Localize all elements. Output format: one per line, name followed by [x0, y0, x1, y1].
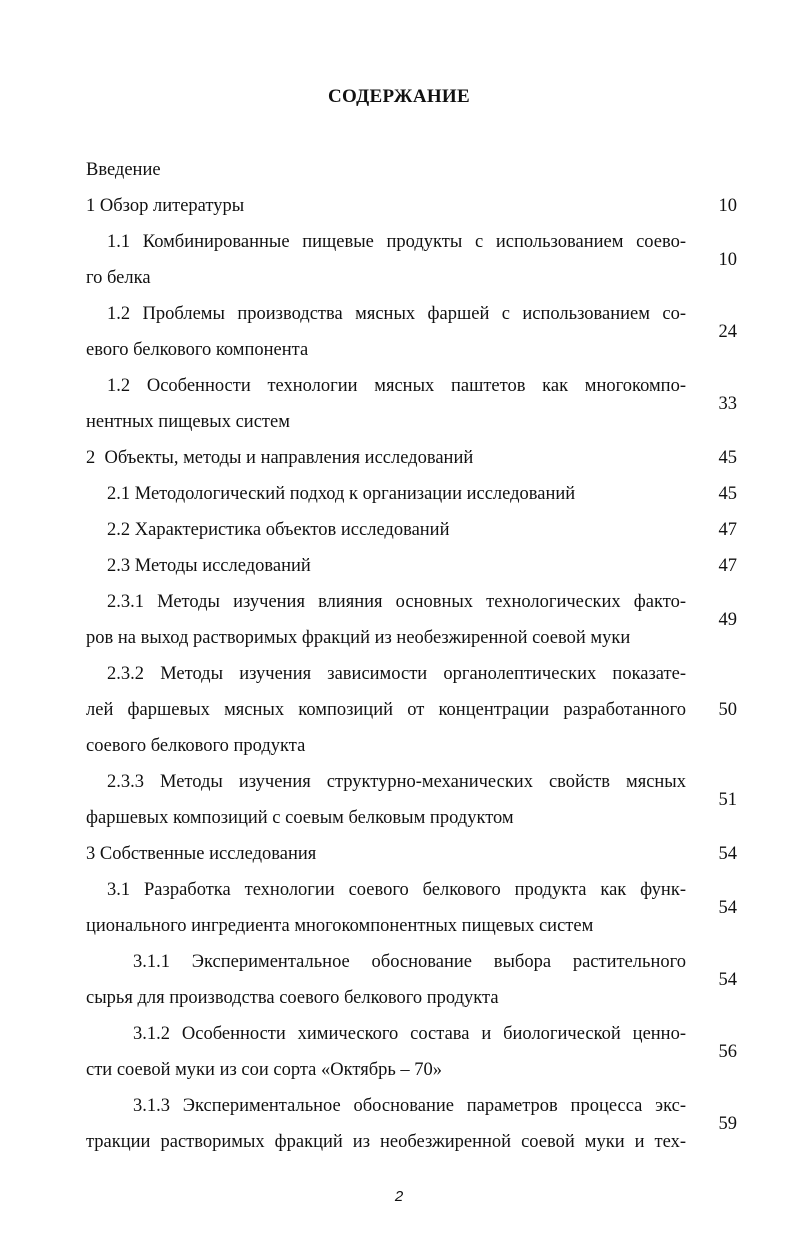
toc-entry-line: 3.1.3 Экспериментальное обоснование параметров процесса экс- [133, 1096, 686, 1116]
toc-entry-line: 1.1 Комбинированные пищевые продукты с использованием соево- [107, 232, 686, 252]
toc-page-number: 49 [718, 609, 737, 630]
toc-page-number: 10 [718, 249, 737, 270]
toc-page-number: 47 [718, 519, 737, 540]
toc-entry-3-1-2 [86, 1016, 741, 1088]
toc-entry-1 [86, 188, 741, 224]
toc-entry-line: го белка [86, 268, 151, 288]
toc-entry-line: ров на выход растворимых фракций из необезжиренной соевой муки [86, 628, 631, 648]
toc-entry-3-1-3 [86, 1088, 741, 1160]
toc-page-number: 45 [718, 483, 737, 504]
toc-entry-line: 2.3.3 Методы изучения структурно-механических свойств мясных [107, 772, 686, 792]
toc-entry-line: 3.1 Разработка технологии соевого белкового продукта как функ- [107, 880, 686, 900]
toc-page-number [687, 152, 737, 188]
toc-page-number: 45 [718, 447, 737, 468]
toc-entry-line: 1.2 Особенности технологии мясных паштетов как многокомпо- [107, 376, 686, 396]
toc-entry-line: нентных пищевых систем [86, 412, 290, 432]
toc-entry-2-3-2 [86, 656, 741, 764]
toc-entry-3-1 [86, 872, 741, 944]
toc-page-number: 33 [718, 393, 737, 414]
toc-page-number: 56 [718, 1041, 737, 1062]
toc-entry-text: 2.3 Методы исследований [107, 556, 311, 576]
toc-entry-line: евого белкового компонента [86, 340, 309, 360]
toc-entry-1-1 [86, 224, 741, 296]
toc-page-number: 47 [718, 555, 737, 576]
toc-entry-line: 2.3.2 Методы изучения зависимости органолептических показате- [107, 664, 686, 684]
toc-entry-3-1-1 [86, 944, 741, 1016]
toc-entry-2-1 [86, 476, 741, 512]
toc-page-number: 10 [718, 195, 737, 216]
toc-entry-line: фаршевых композиций с соевым белковым продуктом [86, 808, 514, 828]
toc-page-number: 24 [718, 321, 737, 342]
toc-entry-2-3-1 [86, 584, 741, 656]
table-of-contents [86, 152, 741, 1160]
page-title: СОДЕРЖАНИЕ [328, 86, 470, 107]
toc-entry-2-3-3 [86, 764, 741, 836]
toc-page-number: 59 [718, 1113, 737, 1134]
toc-page-number: 54 [718, 843, 737, 864]
toc-entry-introduction [86, 152, 741, 188]
toc-entry-line: 1.2 Проблемы производства мясных фаршей с использованием со- [107, 304, 686, 324]
toc-entry-line: лей фаршевых мясных композиций от концентрации разработанного [86, 700, 686, 720]
toc-page-number: 51 [718, 789, 737, 810]
toc-entry-text: 1 Обзор литературы [86, 196, 245, 216]
toc-entry-text: Введение [86, 160, 161, 180]
toc-entry-line: 3.1.1 Экспериментальное обоснование выбора растительного [133, 952, 686, 972]
toc-entry-line: тракции растворимых фракций из необезжиренной соевой муки и тех- [86, 1132, 686, 1152]
toc-entry-2 [86, 440, 741, 476]
toc-entry-line: соевого белкового продукта [86, 736, 306, 756]
toc-entry-2-2 [86, 512, 741, 548]
toc-entry-line: ционального ингредиента многокомпонентных пищевых систем [86, 916, 594, 936]
toc-entry-text: 3 Собственные исследования [86, 844, 317, 864]
toc-entry-1-2 [86, 296, 741, 368]
toc-page-number: 54 [718, 897, 737, 918]
toc-page-number: 54 [718, 969, 737, 990]
toc-entry-text: 2 Объекты, методы и направления исследований [86, 448, 474, 468]
toc-entry-text: 2.2 Характеристика объектов исследований [107, 520, 450, 540]
toc-entry-line: сырья для производства соевого белкового продукта [86, 988, 499, 1008]
page-number-footer: 2 [394, 1188, 404, 1205]
toc-entry-1-2b [86, 368, 741, 440]
toc-entry-line: 2.3.1 Методы изучения влияния основных технологических факто- [107, 592, 686, 612]
toc-entry-line: сти соевой муки из сои сорта «Октябрь – 70» [86, 1060, 443, 1080]
toc-entry-2-3 [86, 548, 741, 584]
toc-entry-text: 2.1 Методологический подход к организации исследований [107, 484, 576, 504]
toc-page-number: 50 [718, 699, 737, 720]
toc-entry-3 [86, 836, 741, 872]
toc-entry-line: 3.1.2 Особенности химического состава и биологической ценно- [133, 1024, 686, 1044]
